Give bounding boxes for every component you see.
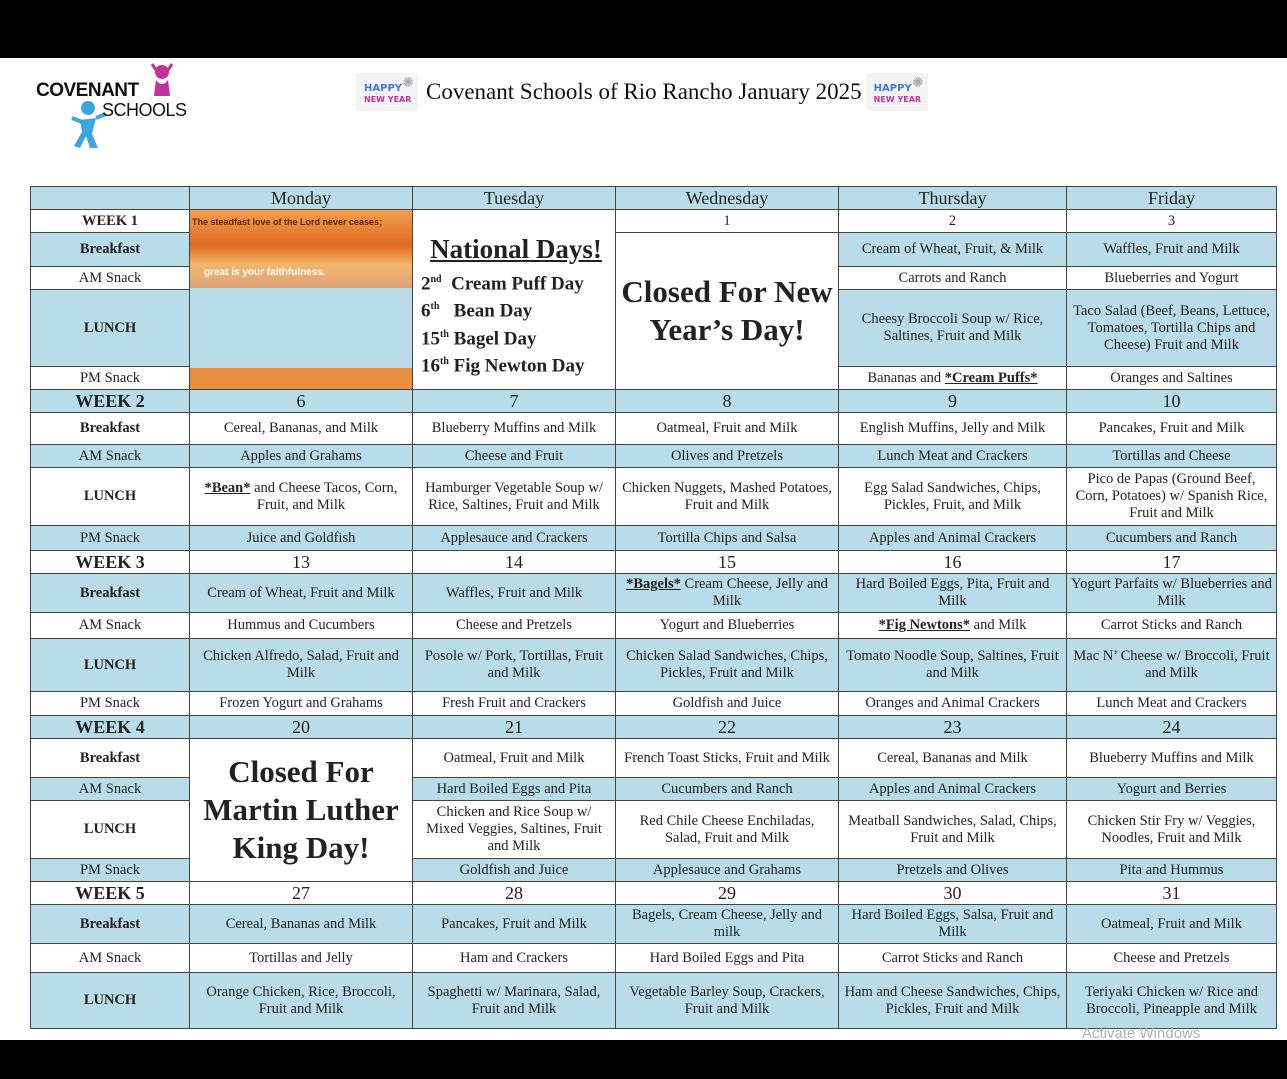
badge-text-happy: HAPPY [873,83,912,94]
date-number: 20 [190,716,413,739]
menu-cell: English Muffins, Jelly and Milk [839,413,1067,445]
happy-new-year-badge-right [866,73,928,111]
row-label-breakfast: Breakfast [31,233,190,267]
week-label: WEEK 2 [31,390,190,413]
date-number: 24 [1067,716,1277,739]
menu-cell: Pico de Papas (Ground Beef, Corn, Potatoes) w/ Spanish Rice, Fruit and Milk [1067,468,1277,526]
week5-row [31,882,1277,905]
date-number: 6 [190,390,413,413]
menu-cell: Hummus and Cucumbers [190,613,413,639]
menu-cell: Juice and Goldfish [190,526,413,551]
menu-cell: Hamburger Vegetable Soup w/ Rice, Saltines, Fruit and Milk [413,468,616,526]
row-label-pm-snack: PM Snack [31,859,190,882]
menu-cell: Cereal, Bananas and Milk [839,739,1067,778]
menu-page [0,58,1287,1040]
menu-cell: Tortillas and Jelly [190,944,413,973]
day-header-monday: Monday [190,187,413,210]
national-day-item [421,323,611,350]
row-label-lunch: LUNCH [31,468,190,526]
menu-cell: Apples and Grahams [190,445,413,468]
badge-text-happy: HAPPY [364,83,403,94]
menu-cell: Hard Boiled Eggs and Pita [616,944,839,973]
date-number: 16 [839,551,1067,574]
menu-cell: Yogurt and Berries [1067,778,1277,801]
closed-new-years-notice: Closed For New Year’s Day! [616,233,839,390]
menu-cell: Oatmeal, Fruit and Milk [1067,905,1277,944]
week4-breakfast-row [31,739,1277,778]
week3-lunch-row [31,639,1277,692]
menu-cell: Tortillas and Cheese [1067,445,1277,468]
menu-cell: Apples and Animal Crackers [839,526,1067,551]
bottom-black-bar [0,1040,1287,1079]
highlighted-item: *Cream Puffs* [944,369,1038,386]
badge-text-new-year: NEW YEAR [364,95,412,104]
menu-cell: Teriyaki Chicken w/ Rice and Broccoli, Pineapple and Milk [1067,973,1277,1029]
week2-am-snack-row [31,445,1277,468]
menu-cell: Pancakes, Fruit and Milk [1067,413,1277,445]
date-number: 28 [413,882,616,905]
menu-cell: Orange Chicken, Rice, Broccoli, Fruit and Milk [190,973,413,1029]
menu-cell: Egg Salad Sandwiches, Chips, Pickles, Fruit, and Milk [839,468,1067,526]
menu-cell: Spaghetti w/ Marinara, Salad, Fruit and Milk [413,973,616,1029]
row-label-breakfast: Breakfast [31,739,190,778]
national-days-box [413,210,616,390]
banner-text-line2: great is your faithfulness. [204,267,326,278]
menu-cell: Cream of Wheat, Fruit, & Milk [839,233,1067,267]
week2-lunch-row [31,468,1277,526]
date-number: 2 [839,210,1067,233]
banner-lower [190,288,412,368]
week3-am-snack-row [31,613,1277,639]
row-label-lunch: LUNCH [31,801,190,859]
menu-cell: Cream of Wheat, Fruit and Milk [190,574,413,613]
logo-text-schools: SCHOOLS [102,100,187,120]
menu-cell [839,367,1067,390]
date-number: 17 [1067,551,1277,574]
date-number: 21 [413,716,616,739]
national-day-item [421,295,611,322]
menu-cell: Oatmeal, Fruit and Milk [413,739,616,778]
menu-cell: Chicken Nuggets, Mashed Potatoes, Fruit and Milk [616,468,839,526]
row-label-am-snack: AM Snack [31,944,190,973]
week3-breakfast-row [31,574,1277,613]
menu-cell: Blueberry Muffins and Milk [413,413,616,445]
menu-cell: Pancakes, Fruit and Milk [413,905,616,944]
highlighted-item: *Bagels* [626,576,681,592]
closed-mlk-day-notice: Closed For Martin Luther King Day! [190,739,413,882]
date-number: 29 [616,882,839,905]
week5-breakfast-row [31,905,1277,944]
logo-text-covenant: COVENANT [36,80,139,101]
day-header-thursday: Thursday [839,187,1067,210]
menu-cell: Taco Salad (Beef, Beans, Lettuce, Tomatoes, Tortilla Chips and Cheese) Fruit and Milk [1067,290,1277,367]
date-number: 10 [1067,390,1277,413]
nd-name: Fig Newton Day [453,355,585,377]
menu-cell: Carrot Sticks and Ranch [1067,613,1277,639]
firework-icon: ✺ [402,76,414,91]
highlighted-item: *Bean* [204,479,251,496]
week1-row [31,210,1277,233]
row-label-am-snack: AM Snack [31,267,190,290]
happy-new-year-badge-left [356,73,418,111]
menu-cell: Cucumbers and Ranch [1067,526,1277,551]
nd-day: 2 [421,273,431,295]
menu-cell: Bagels, Cream Cheese, Jelly and milk [616,905,839,944]
date-number: 1 [616,210,839,233]
week3-pm-snack-row [31,692,1277,716]
week2-row [31,390,1277,413]
row-label-pm-snack: PM Snack [31,692,190,716]
menu-cell: Oatmeal, Fruit and Milk [616,413,839,445]
menu-cell: Chicken Alfredo, Salad, Fruit and Milk [190,639,413,692]
day-header-wednesday: Wednesday [616,187,839,210]
row-label-pm-snack: PM Snack [31,526,190,551]
menu-calendar-table [30,186,1277,1029]
nd-name: Cream Puff Day [451,273,584,295]
week4-row [31,716,1277,739]
date-number: 22 [616,716,839,739]
date-number: 27 [190,882,413,905]
menu-cell: Oranges and Saltines [1067,367,1277,390]
menu-cell [190,468,413,526]
menu-cell: Yogurt Parfaits w/ Blueberries and Milk [1067,574,1277,613]
menu-cell: Applesauce and Crackers [413,526,616,551]
nd-sup: th [440,355,449,367]
row-label-breakfast: Breakfast [31,905,190,944]
menu-cell: Apples and Animal Crackers [839,778,1067,801]
menu-cell: Tomato Noodle Soup, Saltines, Fruit and Milk [839,639,1067,692]
week-label: WEEK 3 [31,551,190,574]
nd-sup: nd [430,274,442,285]
menu-cell: French Toast Sticks, Fruit and Milk [616,739,839,778]
menu-cell: Pretzels and Olives [839,859,1067,882]
week-label: WEEK 5 [31,882,190,905]
menu-cell: Lunch Meat and Crackers [839,445,1067,468]
row-label-breakfast: Breakfast [31,413,190,445]
day-header-friday: Friday [1067,187,1277,210]
row-label-lunch: LUNCH [31,973,190,1029]
menu-cell [839,613,1067,639]
date-number: 13 [190,551,413,574]
menu-cell: Blueberry Muffins and Milk [1067,739,1277,778]
row-label-pm-snack: PM Snack [31,367,190,390]
menu-cell: Cereal, Bananas and Milk [190,905,413,944]
menu-cell: Hard Boiled Eggs and Pita [413,778,616,801]
week2-pm-snack-row [31,526,1277,551]
menu-cell: Cheese and Pretzels [1067,944,1277,973]
national-day-item [421,268,611,295]
corner-cell [31,187,190,210]
menu-cell: Cereal, Bananas, and Milk [190,413,413,445]
date-number: 30 [839,882,1067,905]
menu-cell: Hard Boiled Eggs, Salsa, Fruit and Milk [839,905,1067,944]
date-number: 31 [1067,882,1277,905]
menu-text: and Milk [970,617,1027,633]
nd-day: 15 [421,327,440,349]
menu-cell: Meatball Sandwiches, Salad, Chips, Fruit and Milk [839,801,1067,859]
nd-day: 16 [421,355,440,377]
menu-cell: Goldfish and Juice [413,859,616,882]
menu-cell: Fresh Fruit and Crackers [413,692,616,716]
row-label-breakfast: Breakfast [31,574,190,613]
menu-text: Cream Cheese, Jelly and Milk [680,576,828,609]
page-title: Covenant Schools of Rio Rancho January 2025 [426,79,862,104]
menu-cell [616,574,839,613]
menu-cell: Oranges and Animal Crackers [839,692,1067,716]
highlighted-item: *Fig Newtons* [878,617,971,633]
menu-cell: Frozen Yogurt and Grahams [190,692,413,716]
menu-cell: Lunch Meat and Crackers [1067,692,1277,716]
menu-cell: Olives and Pretzels [616,445,839,468]
date-number: 23 [839,716,1067,739]
menu-cell: Pita and Hummus [1067,859,1277,882]
menu-cell: Waffles, Fruit and Milk [413,574,616,613]
nd-name: Bagel Day [453,327,537,349]
menu-cell: Blueberries and Yogurt [1067,267,1277,290]
menu-text: and Cheese Tacos, Corn, Fruit, and Milk [250,479,398,513]
menu-cell: Ham and Cheese Sandwiches, Chips, Pickles, Fruit and Milk [839,973,1067,1029]
date-number: 9 [839,390,1067,413]
menu-cell: Cheese and Fruit [413,445,616,468]
banner-text-line1: The steadfast love of the Lord never ceases; [192,217,383,227]
national-days-title: National Days! [430,234,602,264]
menu-cell: Vegetable Barley Soup, Crackers, Fruit and Milk [616,973,839,1029]
row-label-am-snack: AM Snack [31,613,190,639]
week-label: WEEK 1 [31,210,190,233]
date-number: 3 [1067,210,1277,233]
menu-cell: Cheesy Broccoli Soup w/ Rice, Saltines, Fruit and Milk [839,290,1067,367]
badge-text-new-year: NEW YEAR [873,95,922,104]
menu-cell: Tortilla Chips and Salsa [616,526,839,551]
week2-breakfast-row [31,413,1277,445]
menu-cell: Posole w/ Pork, Tortillas, Fruit and Milk [413,639,616,692]
menu-cell: Chicken Stir Fry w/ Veggies, Noodles, Fruit and Milk [1067,801,1277,859]
menu-cell: Chicken and Rice Soup w/ Mixed Veggies, Saltines, Fruit and Milk [413,801,616,859]
firework-icon: ✺ [911,76,924,91]
menu-text: Bananas and [867,369,945,386]
date-number: 15 [616,551,839,574]
menu-cell: Cheese and Pretzels [413,613,616,639]
menu-cell: Red Chile Cheese Enchiladas, Salad, Fruit and Milk [616,801,839,859]
menu-cell: Carrots and Ranch [839,267,1067,290]
nd-sup: th [430,301,440,313]
week5-am-snack-row [31,944,1277,973]
activate-windows-watermark: Activate Windows [1082,1025,1201,1040]
date-number: 8 [616,390,839,413]
national-day-item [421,350,611,377]
row-label-am-snack: AM Snack [31,778,190,801]
day-header-tuesday: Tuesday [413,187,616,210]
menu-cell: Goldfish and Juice [616,692,839,716]
menu-cell: Applesauce and Grahams [616,859,839,882]
menu-cell: Hard Boiled Eggs, Pita, Fruit and Milk [839,574,1067,613]
nd-day: 6 [421,300,431,322]
nd-name: Bean Day [453,300,533,322]
menu-cell: Mac N’ Cheese w/ Broccoli, Fruit and Milk [1067,639,1277,692]
menu-cell: Chicken Salad Sandwiches, Chips, Pickles, Fruit and Milk [616,639,839,692]
date-number: 7 [413,390,616,413]
day-header-row [31,187,1277,210]
menu-cell: Waffles, Fruit and Milk [1067,233,1277,267]
title-row [356,72,928,112]
covenant-schools-logo [34,60,194,150]
week-label: WEEK 4 [31,716,190,739]
scripture-banner [190,210,413,390]
week5-lunch-row [31,973,1277,1029]
nd-sup: th [440,328,449,340]
date-number: 14 [413,551,616,574]
row-label-lunch: LUNCH [31,639,190,692]
menu-cell: Ham and Crackers [413,944,616,973]
row-label-am-snack: AM Snack [31,445,190,468]
menu-cell: Yogurt and Blueberries [616,613,839,639]
row-label-lunch: LUNCH [31,290,190,367]
menu-cell: Cucumbers and Ranch [616,778,839,801]
week3-row [31,551,1277,574]
menu-cell: Carrot Sticks and Ranch [839,944,1067,973]
